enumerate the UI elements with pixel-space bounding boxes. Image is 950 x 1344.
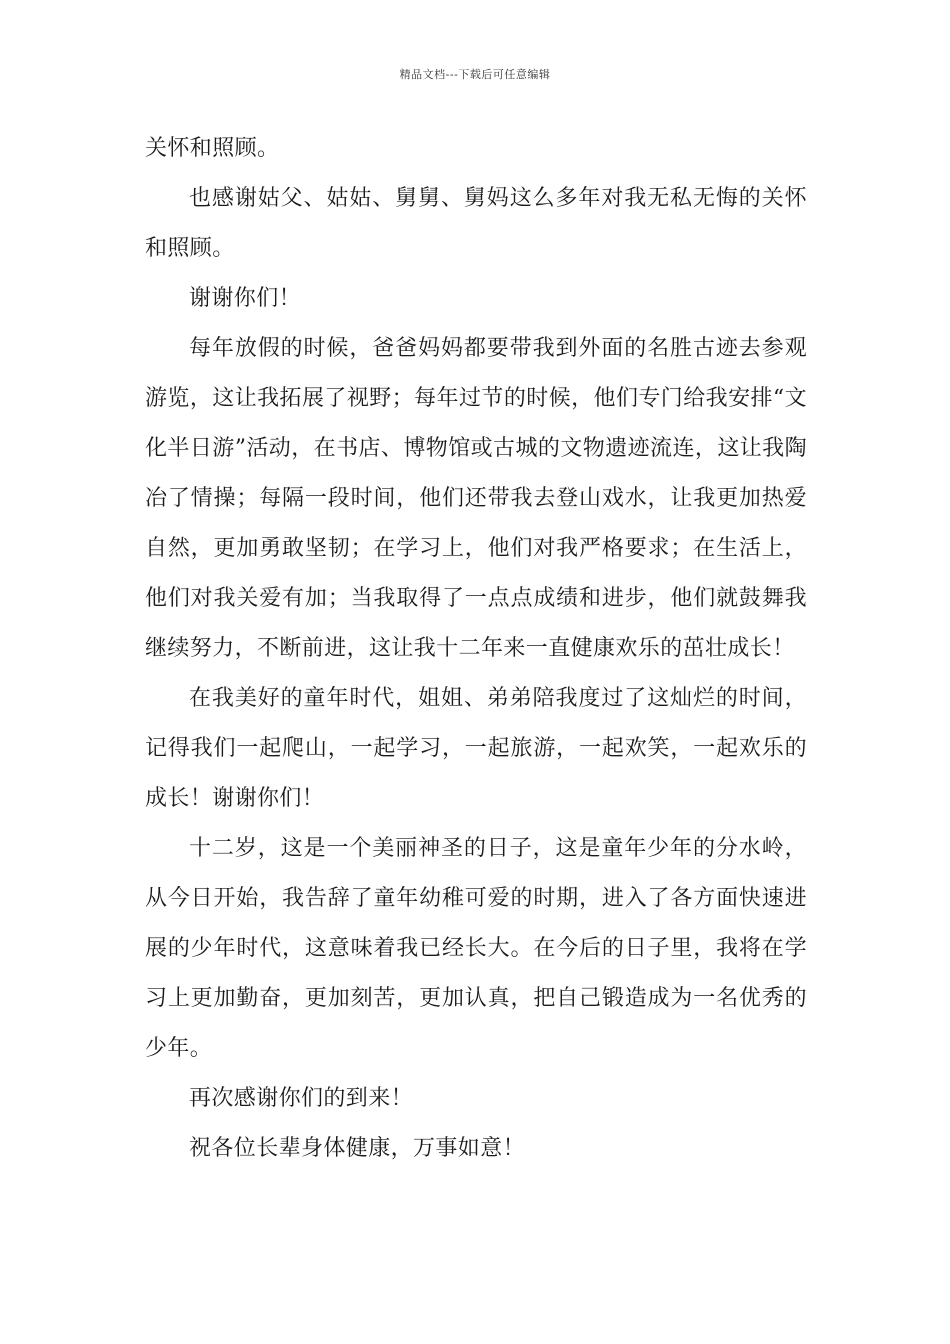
paragraph: 祝各位长辈身体健康，万事如意！ bbox=[189, 1136, 526, 1161]
paragraph: 再次感谢你们的到来！ bbox=[189, 1086, 414, 1111]
paragraph: 谢谢你们！ bbox=[189, 286, 302, 311]
page-header: 精品文档---下载后可任意编辑 bbox=[399, 68, 551, 81]
paragraph: 每年放假的时候，爸爸妈妈都要带我到外面的名胜古迹去参观游览，这让我拓展了视野；每年过节的时候，他们专门给我安排“文化半日游”活动，在书店、博物馆或古城的文物遗迹流连，这让我陶冶了情操；每隔一段时间，他们还带我去登山戏水，让我更加热爱自然，更加勇敢坚韧；在学习上，他们对我严格要求；在生活上，他们对我关爱有加；当我取得了一点点成绩和进步，他们就鼓舞我继续努力，不断前进，这让我十二年来一直健康欢乐的茁壮成长！ bbox=[145, 336, 807, 661]
paragraph: 也感谢姑父、姑姑、舅舅、舅妈这么多年对我无私无悔的关怀和照顾。 bbox=[145, 186, 807, 261]
document-body bbox=[145, 124, 807, 1174]
paragraph: 在我美好的童年时代，姐姐、弟弟陪我度过了这灿烂的时间，记得我们一起爬山，一起学习，一起旅游，一起欢笑，一起欢乐的成长！谢谢你们！ bbox=[145, 686, 807, 811]
paragraph: 关怀和照顾。 bbox=[145, 136, 280, 161]
paragraph: 十二岁，这是一个美丽神圣的日子，这是童年少年的分水岭，从今日开始，我告辞了童年幼稚可爱的时期，进入了各方面快速进展的少年时代，这意味着我已经长大。在今后的日子里，我将在学习上更加勤奋，更加刻苦，更加认真，把自己锻造成为一名优秀的少年。 bbox=[145, 836, 807, 1061]
